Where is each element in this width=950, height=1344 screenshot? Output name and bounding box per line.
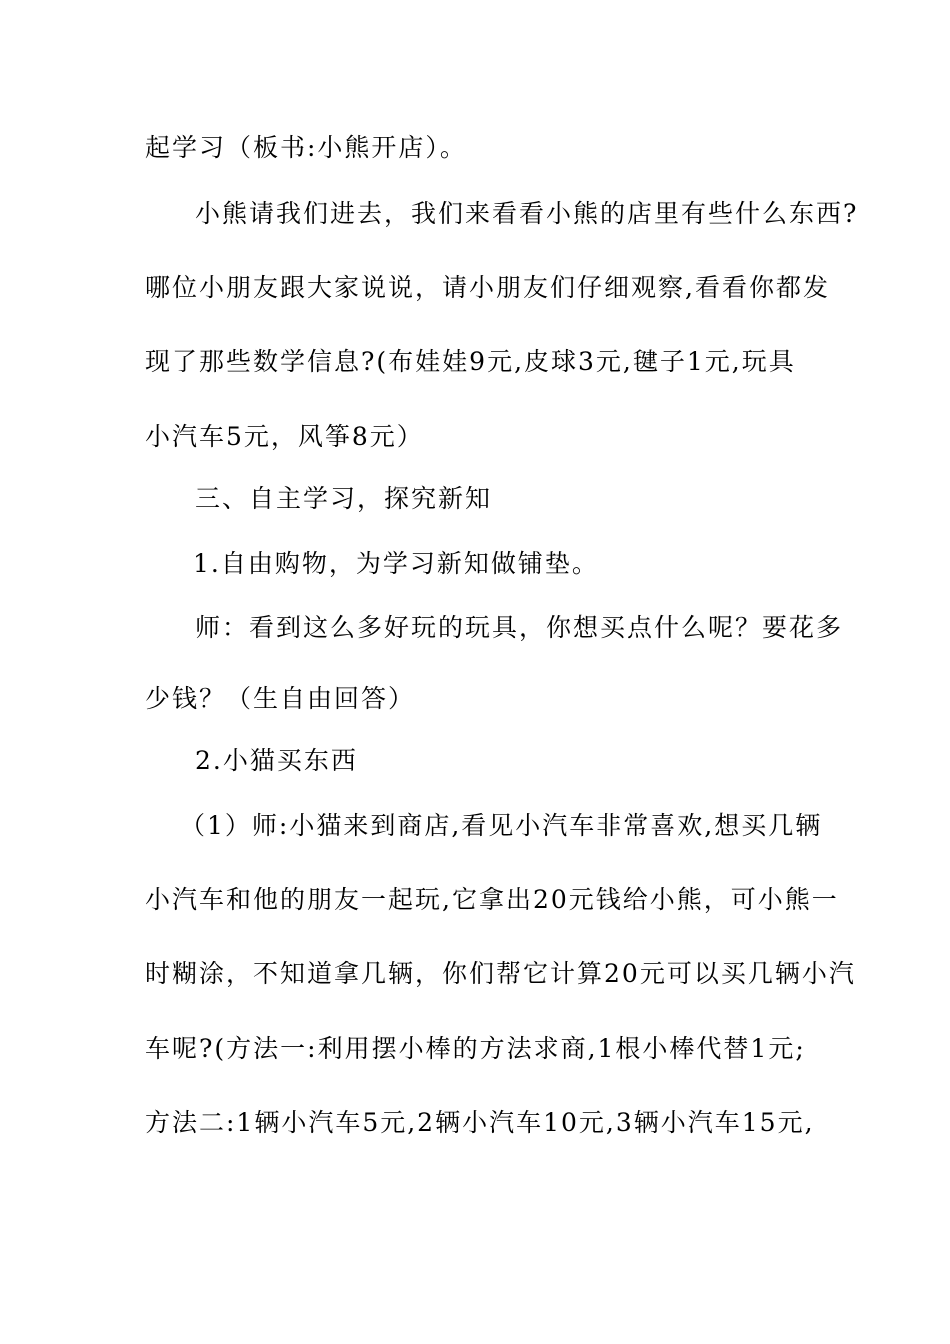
text-line: 车呢?(方法一:利用摆小棒的方法求商,1根小棒代替1元;	[145, 1034, 806, 1063]
text-line: 小汽车和他的朋友一起玩,它拿出20元钱给小熊，可小熊一	[145, 885, 839, 914]
text-line: 哪位小朋友跟大家说说，请小朋友们仔细观察,看看你都发	[145, 273, 830, 302]
text-line: 师：看到这么多好玩的玩具，你想买点什么呢？要花多	[195, 613, 844, 642]
text-line: 小熊请我们进去，我们来看看小熊的店里有些什么东西?	[195, 199, 859, 228]
text-line: 起学习（板书:小熊开店）。	[145, 133, 467, 162]
text-line: 2.小猫买东西	[195, 746, 358, 775]
text-line: 现了那些数学信息?(布娃娃9元,皮球3元,毽子1元,玩具	[145, 347, 796, 376]
section-heading: 三、自主学习，探究新知	[195, 484, 493, 513]
text-line: （1）师:小猫来到商店,看见小汽车非常喜欢,想买几辆	[180, 811, 823, 840]
text-line: 时糊涂，不知道拿几辆，你们帮它计算20元可以买几辆小汽	[145, 959, 856, 988]
text-line: 小汽车5元，风筝8元）	[145, 422, 424, 451]
text-line: 方法二:1辆小汽车5元,2辆小汽车10元,3辆小汽车15元,	[145, 1108, 815, 1137]
text-line: 1.自由购物，为学习新知做铺垫。	[193, 549, 599, 578]
text-line: 少钱？（生自由回答）	[145, 684, 416, 713]
